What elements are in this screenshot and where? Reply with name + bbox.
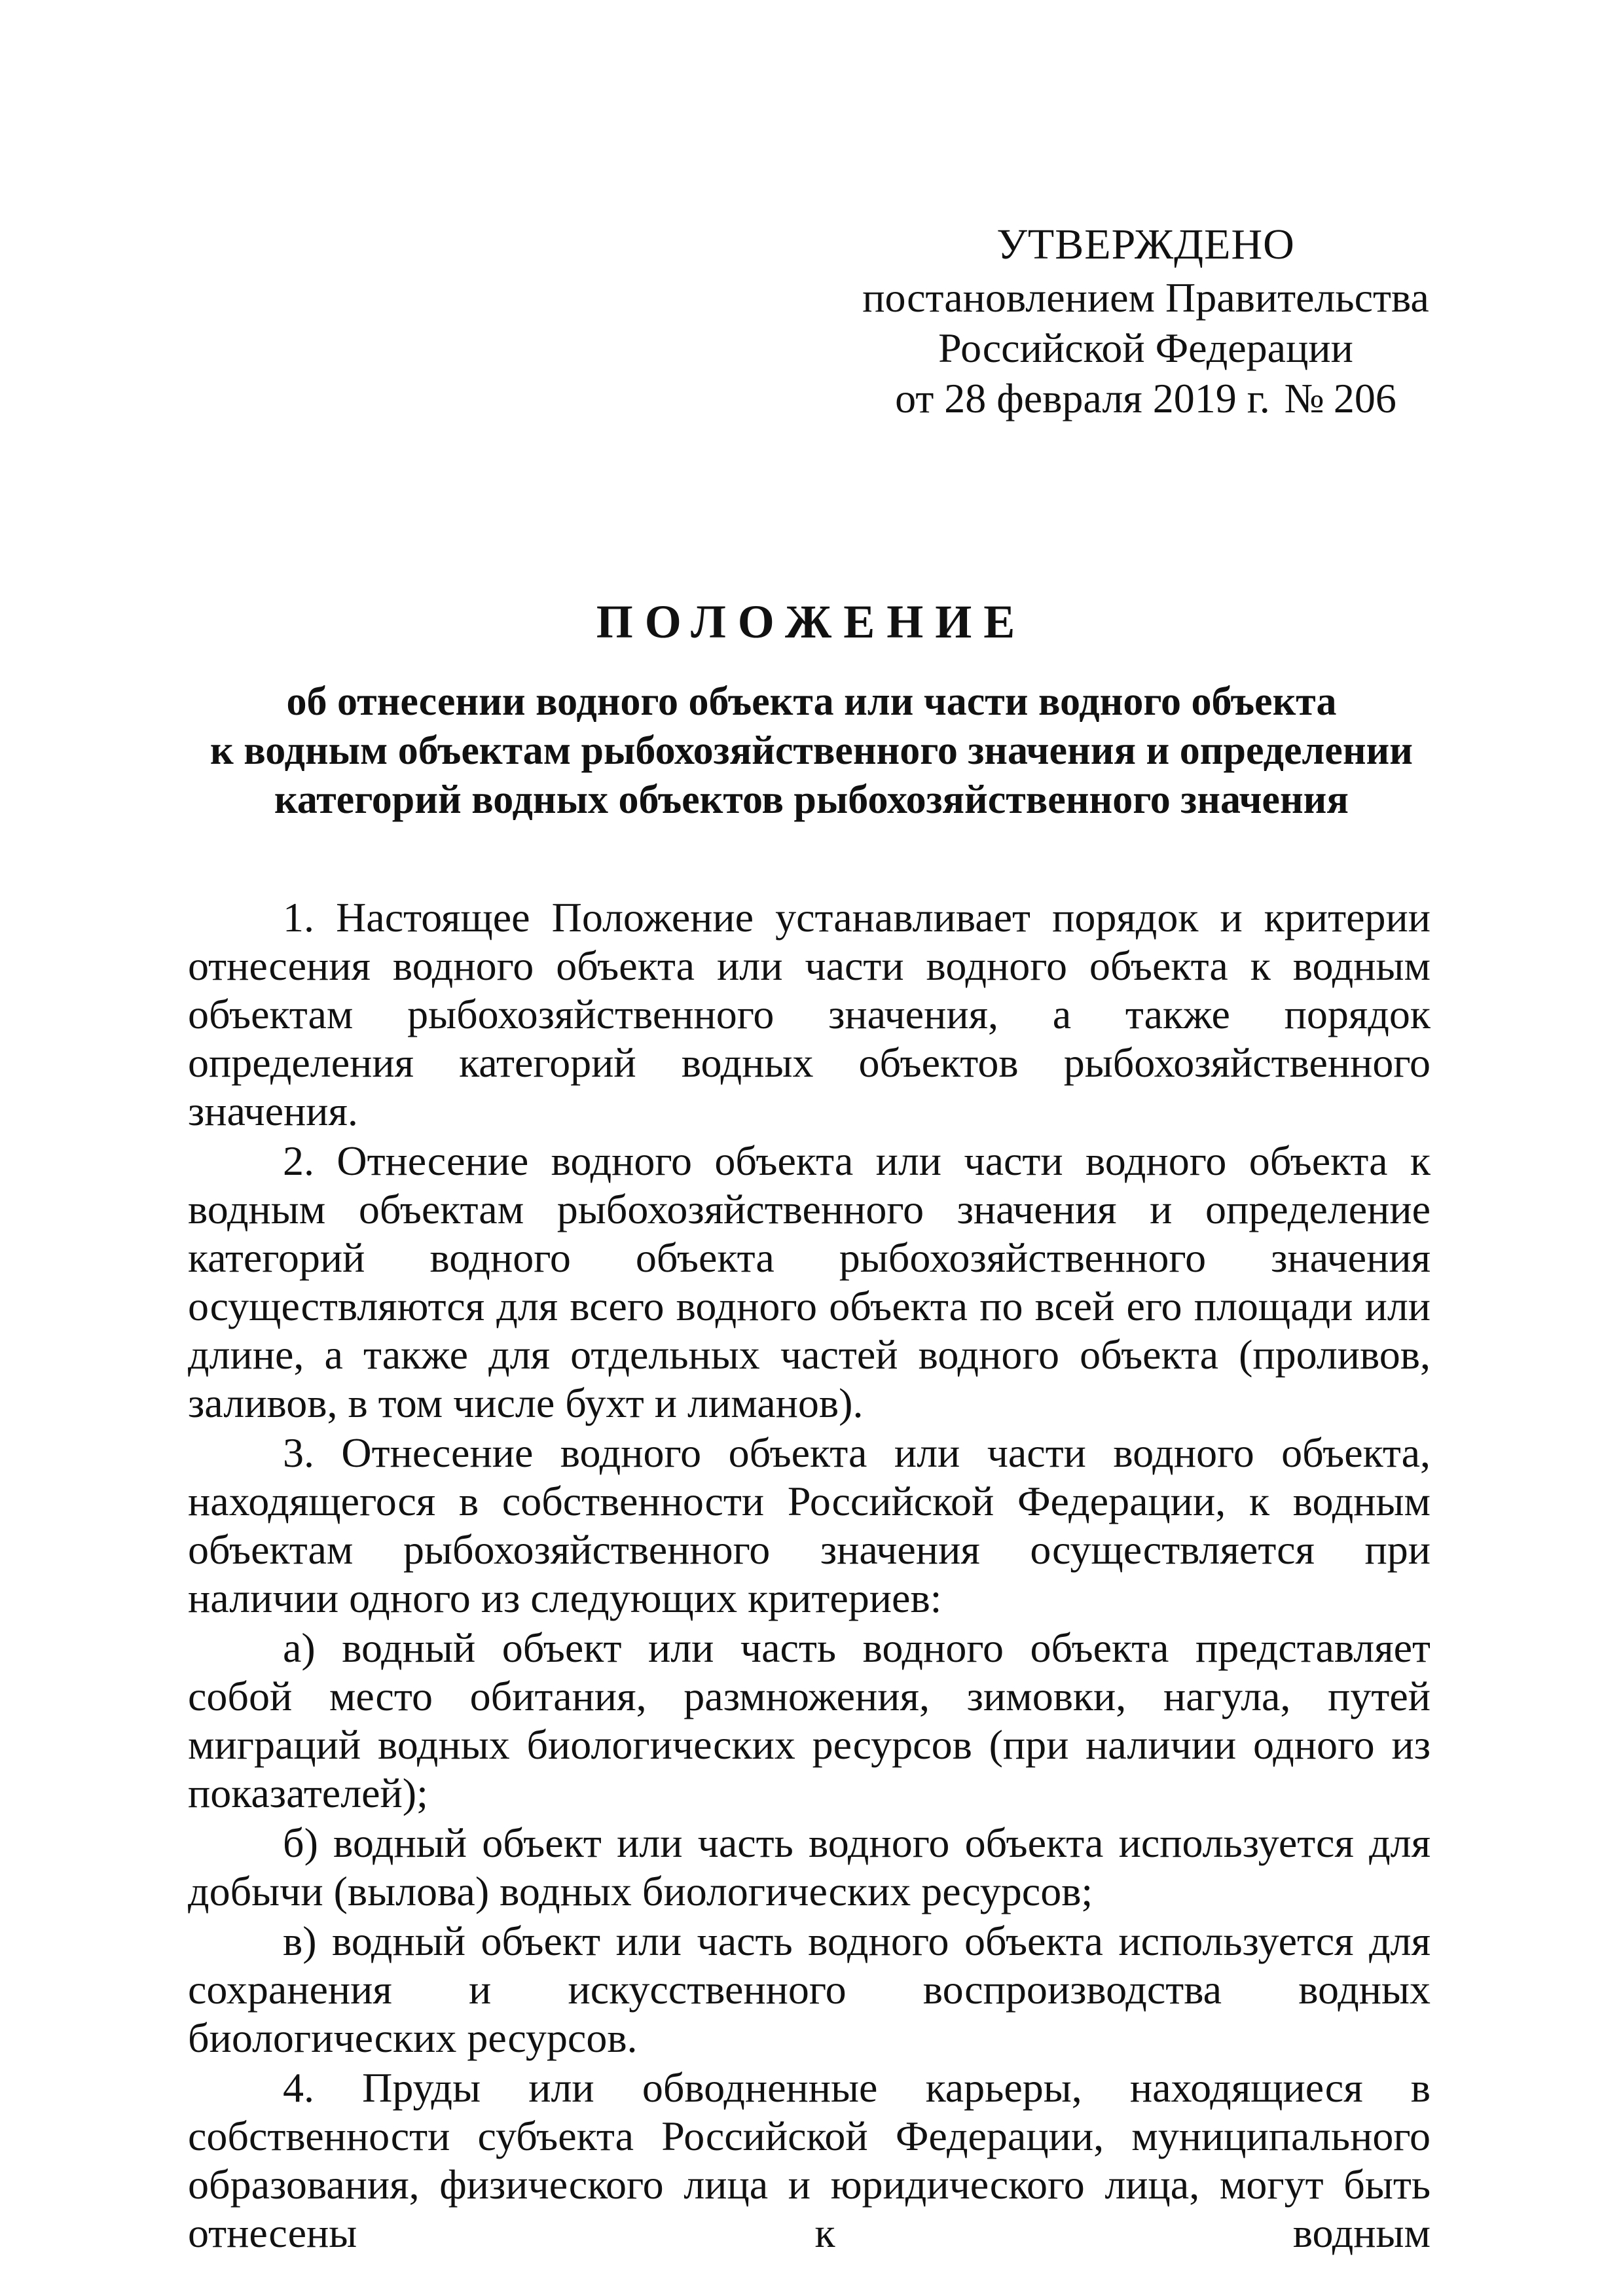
approval-number-sign: № [1284,375,1324,422]
paragraph-3a: а) водный объект или часть водного объекта представляет собой место обитания, размножения, зимовки, нагула, путей миграций водных биологических ресурсов (при наличии одного из показателей); [188,1624,1431,1816]
approval-line-2: Российской Федерации [938,325,1353,371]
paragraph-4: 4. Пруды или обводненные карьеры, находящиеся в собственности субъекта Российской Федерации, муниципального образования, физического лица и юридического лица, могут быть отнесены к водным [188,2064,1431,2256]
paragraph-3b: б) водный объект или часть водного объекта используется для добычи (вылова) водных биологических ресурсов; [188,1820,1431,1914]
approval-line-1: постановлением Правительства [862,274,1429,321]
approval-number: 206 [1333,375,1396,422]
document-heading [0,592,1623,825]
document-subtitle-line: об отнесении водного объекта или части водного объекта [286,679,1337,724]
document-subtitle-line: категорий водных объектов рыбохозяйственного значения [274,778,1349,822]
paragraph-1: 1. Настоящее Положение устанавливает порядок и критерии отнесения водного объекта или части водного объекта к водным объектам рыбохозяйственного значения, а также порядок определения категорий водных объектов рыбохозяйственного значения. [188,894,1431,1134]
approval-date-line [851,373,1440,423]
paragraph-3c: в) водный объект или часть водного объекта используется для сохранения и искусственного воспроизводства водных биологических ресурсов. [188,1918,1431,2061]
document-body [188,893,1431,2259]
paragraph-2: 2. Отнесение водного объекта или части водного объекта к водным объектам рыбохозяйственного значения и определение категорий водного объекта рыбохозяйственного значения осуществляются для всего водного объекта по всей его площади или длине, а также для отдельных частей водного объекта (проливов, заливов, в том числе бухт и лиманов). [188,1138,1431,1426]
approval-title: УТВЕРЖДЕНО [996,221,1295,268]
document-subtitle-line: к водным объектам рыбохозяйственного значения и определении [210,728,1413,773]
document-title: ПОЛОЖЕНИЕ [596,596,1027,648]
paragraph-3: 3. Отнесение водного объекта или части водного объекта, находящегося в собственности Российской Федерации, к водным объектам рыбохозяйственного значения осуществляется при наличии одного из следующих критериев: [188,1429,1431,1621]
approval-stamp [851,219,1440,423]
approval-date: от 28 февраля 2019 г. [895,375,1270,422]
